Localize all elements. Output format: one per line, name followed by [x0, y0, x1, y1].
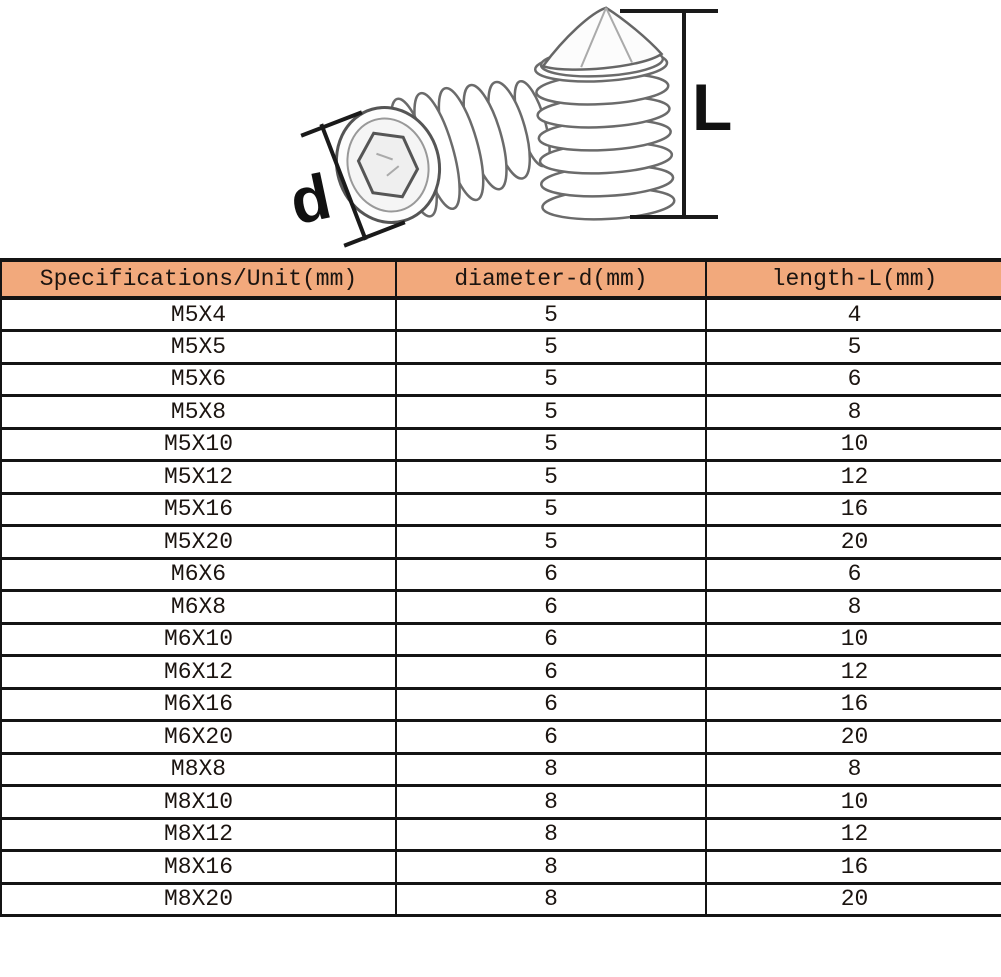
table-row: [1, 396, 1001, 429]
cell-diameter: 6: [396, 591, 706, 624]
cell-length: 16: [706, 493, 1001, 526]
cell-length: 8: [706, 591, 1001, 624]
table-row: [1, 461, 1001, 494]
cell-diameter: 6: [396, 656, 706, 689]
cell-specification: M6X16: [1, 688, 396, 721]
table-row: [1, 331, 1001, 364]
column-header-specifications: Specifications/Unit(mm): [1, 260, 396, 298]
setscrew-illustration: [0, 0, 1001, 258]
cell-diameter: 8: [396, 883, 706, 916]
left-setscrew-socket-view: [322, 61, 561, 237]
table-row: [1, 526, 1001, 559]
cell-length: 16: [706, 688, 1001, 721]
table-row: [1, 688, 1001, 721]
cell-length: 20: [706, 883, 1001, 916]
cell-length: 6: [706, 363, 1001, 396]
cell-specification: M8X8: [1, 753, 396, 786]
table-row: [1, 493, 1001, 526]
cell-length: 8: [706, 396, 1001, 429]
cell-diameter: 5: [396, 298, 706, 331]
table-row: [1, 721, 1001, 754]
cell-diameter: 5: [396, 331, 706, 364]
cell-specification: M8X16: [1, 851, 396, 884]
cell-length: 4: [706, 298, 1001, 331]
diameter-label: d: [283, 159, 337, 239]
cell-diameter: 5: [396, 526, 706, 559]
cell-specification: M6X10: [1, 623, 396, 656]
cell-diameter: 6: [396, 688, 706, 721]
cell-specification: M6X20: [1, 721, 396, 754]
spec-table: [0, 258, 1001, 917]
cell-length: 12: [706, 818, 1001, 851]
cell-specification: M5X16: [1, 493, 396, 526]
table-row: [1, 428, 1001, 461]
cell-specification: M8X10: [1, 786, 396, 819]
cell-specification: M5X20: [1, 526, 396, 559]
table-row: [1, 883, 1001, 916]
cell-length: 10: [706, 623, 1001, 656]
cell-diameter: 5: [396, 493, 706, 526]
cell-specification: M8X20: [1, 883, 396, 916]
table-row: [1, 818, 1001, 851]
cell-diameter: 5: [396, 461, 706, 494]
table-row: [1, 298, 1001, 331]
cell-specification: M5X4: [1, 298, 396, 331]
cell-length: 12: [706, 656, 1001, 689]
cell-specification: M5X6: [1, 363, 396, 396]
diameter-dim-tick-bottom: [346, 223, 403, 245]
cell-diameter: 8: [396, 786, 706, 819]
cell-length: 12: [706, 461, 1001, 494]
cell-specification: M6X6: [1, 558, 396, 591]
table-row: [1, 623, 1001, 656]
cell-specification: M5X8: [1, 396, 396, 429]
cell-specification: M5X12: [1, 461, 396, 494]
cell-diameter: 5: [396, 396, 706, 429]
cell-specification: M8X12: [1, 818, 396, 851]
header-row: [1, 260, 1001, 298]
cell-diameter: 5: [396, 363, 706, 396]
table-row: [1, 363, 1001, 396]
table-row: [1, 656, 1001, 689]
table-row: [1, 786, 1001, 819]
cell-length: 5: [706, 331, 1001, 364]
cell-specification: M6X8: [1, 591, 396, 624]
cell-diameter: 8: [396, 753, 706, 786]
table-row: [1, 753, 1001, 786]
cell-diameter: 6: [396, 558, 706, 591]
cell-specification: M5X5: [1, 331, 396, 364]
table-row: [1, 851, 1001, 884]
cell-length: 20: [706, 526, 1001, 559]
cell-diameter: 8: [396, 818, 706, 851]
spec-table-body: [1, 298, 1001, 916]
cell-length: 6: [706, 558, 1001, 591]
cell-specification: M5X10: [1, 428, 396, 461]
cell-diameter: 6: [396, 721, 706, 754]
cell-diameter: 5: [396, 428, 706, 461]
table-row: [1, 591, 1001, 624]
cell-diameter: 8: [396, 851, 706, 884]
cell-specification: M6X12: [1, 656, 396, 689]
cone-point: [540, 5, 662, 72]
cell-length: 10: [706, 786, 1001, 819]
setscrew-drawing: [0, 0, 1001, 258]
cell-length: 8: [706, 753, 1001, 786]
cell-length: 16: [706, 851, 1001, 884]
cell-diameter: 6: [396, 623, 706, 656]
length-label: L: [692, 70, 733, 144]
cell-length: 10: [706, 428, 1001, 461]
cell-length: 20: [706, 721, 1001, 754]
column-header-length: length-L(mm): [706, 260, 1001, 298]
table-row: [1, 558, 1001, 591]
right-setscrew-side-view: [532, 5, 675, 223]
column-header-diameter: diameter-d(mm): [396, 260, 706, 298]
